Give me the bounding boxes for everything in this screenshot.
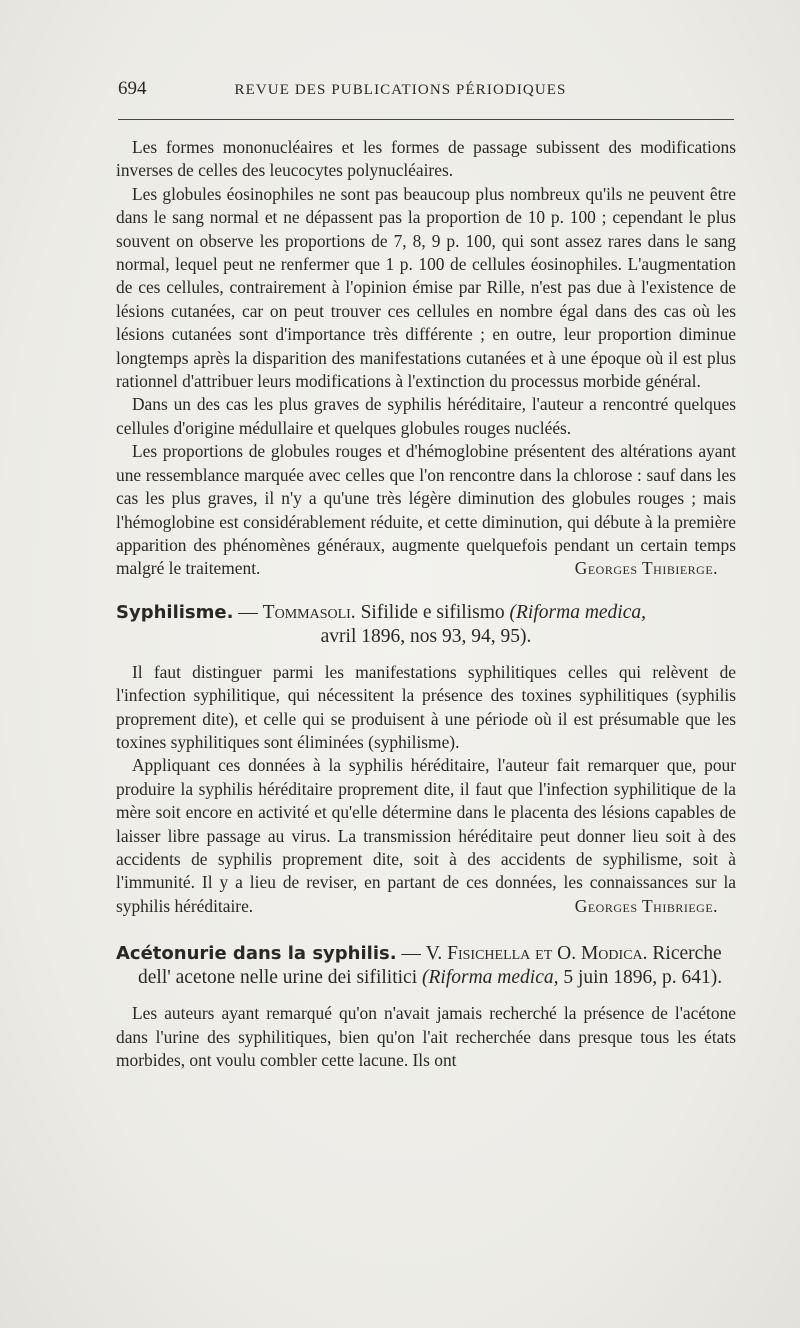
page-number: 694 [118,78,147,99]
paragraph-text: Appliquant ces données à la syphilis héréditaire, l'auteur fait remarquer que, pour produire la syphilis héréditaire proprement dite, il faut que l'infection syphilitique de la mère soit encore en activité et qu'elle détermine dans le placenta des lésions capables de laisser libre passage au virus. La transmission héréditaire peut donner lieu soit à des accidents de syphilis proprement dite, soit à des accidents de syphilisme, soit à l'immunité. Il y a lieu de reviser, en partant de ces données, les connaissances sur la syphilis héréditaire. [116,755,736,916]
paragraph: Les formes mononucléaires et les formes de passage subissent des modifications inverses de celles des leucocytes polynucléaires. [116,137,736,181]
paragraph [116,440,736,580]
signature: Georges Thibriege. [574,895,718,916]
article-author: Tommasoli. [262,601,356,623]
spacer [116,990,736,1002]
article-authors: V. Fisichella et O. Modica. [425,943,648,965]
article-title: Ricerche dell' acetone nelle urine dei sifilitici [138,943,722,989]
article-subject: Syphilisme. [116,601,234,623]
article-journal: (Riforma medica, [509,601,647,623]
paragraph: Il faut distinguer parmi les manifestations syphilitiques celles qui relèvent de l'infection syphilitique, qui nécessitent la présence des toxines syphilitiques (syphilis proprement dite), et celle qui se produisent à une période où il est présumable que les toxines syphilitiques sont éliminées (syphilisme). [116,661,736,752]
signature: Georges Thibierge. [574,558,718,579]
article-reference: avril 1896, nos 93, 94, 95). [320,625,532,647]
article-subject: Acétonurie dans la syphilis. [116,943,397,965]
paragraph: Les globules éosinophiles ne sont pas beaucoup plus nombreux qu'ils ne peuvent être dans le sang normal et ne dépassent pas la proportion de 10 p. 100 ; cependant le plus souvent on observe les proportions de 7, 8, 9 p. 100, qui sont assez rares dans le sang normal, lequel peut ne renfermer que 1 p. 100 de cellules éosinophiles. L'augmentation de ces cellules, contrairement à l'opinion émise par Rille, n'est pas due à l'existence de lésions cutanées, car on peut trouver ces cellules en nombre égal dans des cas où les lésions cutanées sont d'importance très différente ; en outre, leur proportion diminue longtemps après la disparition des manifestations cutanées et à une époque où il est plus rationnel d'attribuer leurs modifications à l'extinction du processus morbide général. [116,183,736,392]
paragraph [116,754,736,918]
article-heading [116,942,736,990]
article-heading [116,601,736,649]
heading-dash: — [401,943,421,965]
paragraph: Dans un des cas les plus graves de syphilis héréditaire, l'auteur a rencontré quelques cellules d'origine médullaire et quelques globules rouges nucléés. [116,394,736,438]
running-header [118,78,734,100]
spacer [116,649,736,661]
header-rule [118,119,734,120]
page-body [116,136,736,1072]
paragraph: Les auteurs ayant remarqué qu'on n'avait jamais recherché la présence de l'acétone dans l'urine des syphilitiques, bien qu'on l'ait recherchée dans presque tous les états morbides, ont voulu combler cette lacune. Ils ont [116,1003,736,1070]
article-journal: (Riforma medica, [422,967,559,989]
running-title: REVUE DES PUBLICATIONS PÉRIODIQUES [234,82,567,98]
paragraph-text: Les proportions de globules rouges et d'hémoglobine présentent des altérations ayant une ressemblance marquée avec celles que l'on rencontre dans la chlorose : sauf dans les cas les plus graves, il n'y a qu'une très légère diminution des globules rouges ; mais l'hémoglobine est considérablement réduite, et cette diminution, qui débute à la première apparition des phénomènes généraux, augmente quelquefois pendant un certain temps malgré le traitement. [116,441,736,579]
article-title: Sifilide e sifilismo [360,601,505,623]
article-reference: 5 juin 1896, p. 641). [563,967,723,989]
heading-dash: — [238,601,258,623]
